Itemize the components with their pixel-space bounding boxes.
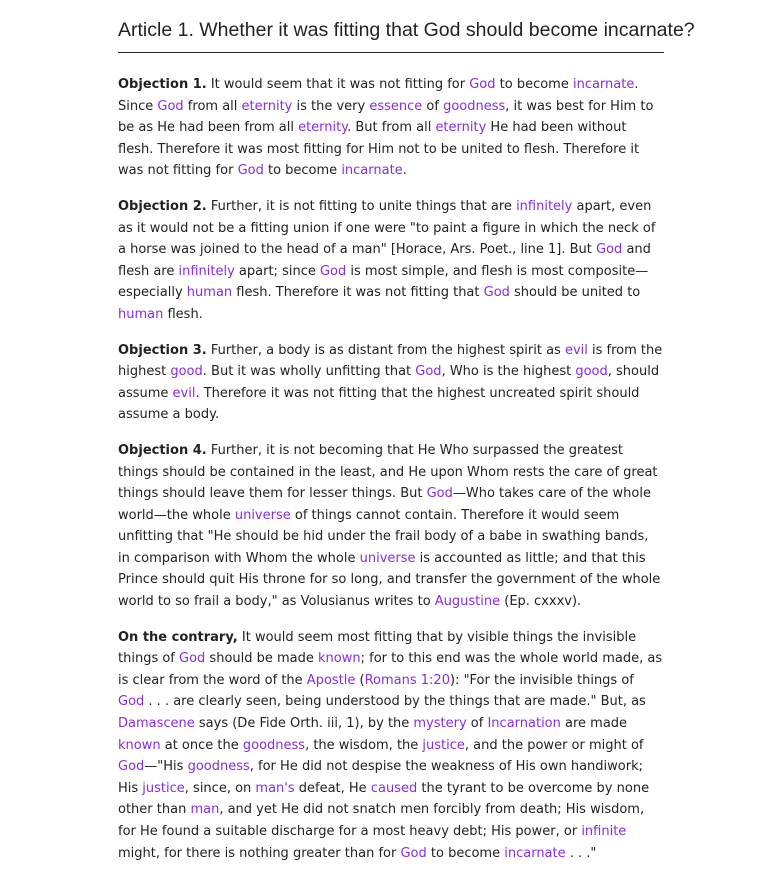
link-evil[interactable]: evil xyxy=(564,342,588,358)
paragraph-heading: Objection 2. xyxy=(118,198,207,214)
paragraph-text: Further, it is not becoming that He Who surpassed the greatest things should be contained in the least, and He upon Whom rests the care of great things should leave them for lesser things. But xyxy=(118,442,658,502)
link-goodness[interactable]: goodness xyxy=(443,98,506,114)
paragraph-text: It would seem that it was not fitting for xyxy=(206,77,470,92)
paragraph-text: to become xyxy=(426,845,505,861)
link-god[interactable]: God xyxy=(118,759,145,775)
link-justice[interactable]: justice xyxy=(422,737,465,753)
link-man-s[interactable]: man's xyxy=(255,780,295,796)
paragraph-text: are made xyxy=(560,716,628,732)
paragraph-text: says (De Fide Orth. iii, 1), by the xyxy=(194,716,414,732)
link-evil[interactable]: evil xyxy=(172,385,196,401)
link-infinitely[interactable]: infinitely xyxy=(178,263,235,279)
link-god[interactable]: God xyxy=(400,845,427,861)
link-apostle[interactable]: Apostle xyxy=(306,672,356,688)
paragraph-text: . But from all xyxy=(347,120,436,136)
link-eternity[interactable]: eternity xyxy=(241,98,293,114)
objection-3-paragraph xyxy=(118,340,664,426)
paragraph-text: He had been without flesh. Therefore it was most fitting for Him not to be united to flesh. Therefore it was not fitting for xyxy=(118,120,640,179)
link-god[interactable]: God xyxy=(426,486,453,502)
paragraph-text: the tyrant to be overcome by none other than xyxy=(118,780,650,818)
article-title: Article 1. Whether it was fitting that God should become incarnate? xyxy=(118,18,664,53)
link-god[interactable]: God xyxy=(319,263,347,279)
paragraph-text: , and the power or might of xyxy=(464,737,644,753)
link-human[interactable]: human xyxy=(186,285,233,301)
paragraph-text: should be made xyxy=(205,651,319,667)
paragraph-text: . . . are clearly seen, being understood by the things that are made." But, as xyxy=(144,694,646,710)
paragraph-text: , it was best for Him to be as He had been from all xyxy=(118,98,654,136)
link-infinite[interactable]: infinite xyxy=(581,824,627,839)
paragraph-text: Further, it is not fitting to unite things that are xyxy=(206,198,517,214)
paragraph-text: (Ep. cxxxv). xyxy=(500,594,582,610)
paragraph-text: is most simple, and flesh is most composite—especially xyxy=(118,263,649,301)
paragraph-heading: Objection 1. xyxy=(118,77,207,92)
link-god[interactable]: God xyxy=(469,77,496,92)
paragraph-text: . Therefore it was not fitting that the highest uncreated spirit should assume a body. xyxy=(118,385,640,423)
link-god[interactable]: God xyxy=(596,242,623,258)
paragraph-text: to become xyxy=(263,163,342,179)
link-essence[interactable]: essence xyxy=(369,98,423,114)
paragraph-text: —"His xyxy=(144,759,188,775)
link-god[interactable]: God xyxy=(483,285,510,301)
paragraph-text: . Since xyxy=(118,77,639,114)
link-incarnation[interactable]: Incarnation xyxy=(487,716,561,732)
link-goodness[interactable]: goodness xyxy=(187,759,250,775)
link-universe[interactable]: universe xyxy=(359,550,416,566)
paragraph-text: . xyxy=(402,163,407,179)
objection-4-paragraph xyxy=(118,440,664,613)
paragraph-text: . But it was wholly unfitting that xyxy=(202,364,416,380)
paragraph-heading: Objection 3. xyxy=(118,342,207,358)
paragraph-text: Further, a body is as distant from the highest spirit as xyxy=(206,342,565,358)
link-incarnate[interactable]: incarnate xyxy=(341,163,403,179)
link-human[interactable]: human xyxy=(118,306,164,322)
link-eternity[interactable]: eternity xyxy=(298,120,348,136)
link-man[interactable]: man xyxy=(190,802,220,818)
paragraph-text: is the very xyxy=(292,98,370,114)
paragraph-text: ): "For the invisible things of xyxy=(449,672,634,688)
paragraph-text: . . ." xyxy=(565,845,597,861)
link-good[interactable]: good xyxy=(170,364,203,380)
paragraph-text: flesh. xyxy=(163,306,203,322)
paragraph-text: It would seem most fitting that by visible things the invisible things of xyxy=(118,629,637,667)
paragraph-heading: On the contrary, xyxy=(118,629,238,645)
link-known[interactable]: known xyxy=(118,737,161,753)
paragraph-text: might, for there is nothing greater than for xyxy=(118,845,401,861)
paragraph-text: of xyxy=(422,98,444,114)
link-god[interactable]: God xyxy=(118,694,145,710)
link-god[interactable]: God xyxy=(237,163,264,179)
objection-1-paragraph xyxy=(118,74,664,182)
paragraph-text: is from the highest xyxy=(118,342,663,380)
objection-2-paragraph xyxy=(118,196,664,326)
paragraph-text: and flesh are xyxy=(118,242,651,279)
link-infinitely[interactable]: infinitely xyxy=(516,198,573,214)
paragraph-text: of things cannot contain. Therefore it would seem unfitting that "He should be hid under the frail body of a babe in swathing bands, in comparison with Whom the whole xyxy=(118,507,649,566)
paragraph-text: —Who takes care of the whole world—the whole xyxy=(118,486,651,523)
link-god[interactable]: God xyxy=(415,364,442,380)
paragraph-text: at once the xyxy=(160,737,243,753)
link-known[interactable]: known xyxy=(318,651,361,667)
on-the-contrary-paragraph xyxy=(118,627,664,865)
link-caused[interactable]: caused xyxy=(370,780,418,796)
paragraph-text: , for He did not despise the weakness of His own handiwork; His xyxy=(118,759,643,796)
paragraph-text: to become xyxy=(495,77,573,92)
link-damascene[interactable]: Damascene xyxy=(118,716,195,732)
paragraph-text: flesh. Therefore it was not fitting that xyxy=(232,285,484,301)
paragraph-text: is accounted as little; and that this Prince should quit His throne for so long, and transfer the government of the whole world to so frail a body," as Volusianus writes to xyxy=(118,550,661,610)
paragraph-text: defeat, He xyxy=(294,780,371,796)
link-mystery[interactable]: mystery xyxy=(413,716,467,732)
link-goodness[interactable]: goodness xyxy=(242,737,306,753)
link-incarnate[interactable]: incarnate xyxy=(572,77,635,92)
link-universe[interactable]: universe xyxy=(234,507,291,523)
paragraph-heading: Objection 4. xyxy=(118,442,207,458)
paragraph-text: of xyxy=(466,716,488,732)
paragraph-text: ; for to this end was the whole world made, as is clear from the word of the xyxy=(118,651,663,688)
link-augustine[interactable]: Augustine xyxy=(434,594,501,610)
paragraph-text: , since, on xyxy=(184,780,256,796)
paragraph-text: should be united to xyxy=(509,285,641,301)
link-incarnate[interactable]: incarnate xyxy=(504,845,566,861)
paragraph-text: ( xyxy=(355,672,365,688)
paragraph-text: , the wisdom, the xyxy=(305,737,423,753)
article-container xyxy=(118,0,695,864)
paragraph-text: , Who is the highest xyxy=(441,364,576,380)
link-god[interactable]: God xyxy=(179,651,206,667)
link-god[interactable]: God xyxy=(157,98,184,114)
link-justice[interactable]: justice xyxy=(142,780,185,796)
paragraph-text: apart; since xyxy=(234,263,320,279)
paragraph-text: , and yet He did not snatch men forcibly from death; His wisdom, for He found a suitable discharge for a most heavy debt; His power, or xyxy=(118,802,645,839)
link-romans-1-20[interactable]: Romans 1:20 xyxy=(364,672,450,688)
link-good[interactable]: good xyxy=(575,364,608,380)
paragraph-text: , should assume xyxy=(118,364,660,401)
paragraph-text: apart, even as it would not be a fitting union if one were "to paint a figure in which the neck of a horse was joined to the head of a man" [Horace, Ars. Poet., line 1]. But xyxy=(118,198,656,258)
paragraph-text: from all xyxy=(183,98,242,114)
link-eternity[interactable]: eternity xyxy=(435,120,487,136)
